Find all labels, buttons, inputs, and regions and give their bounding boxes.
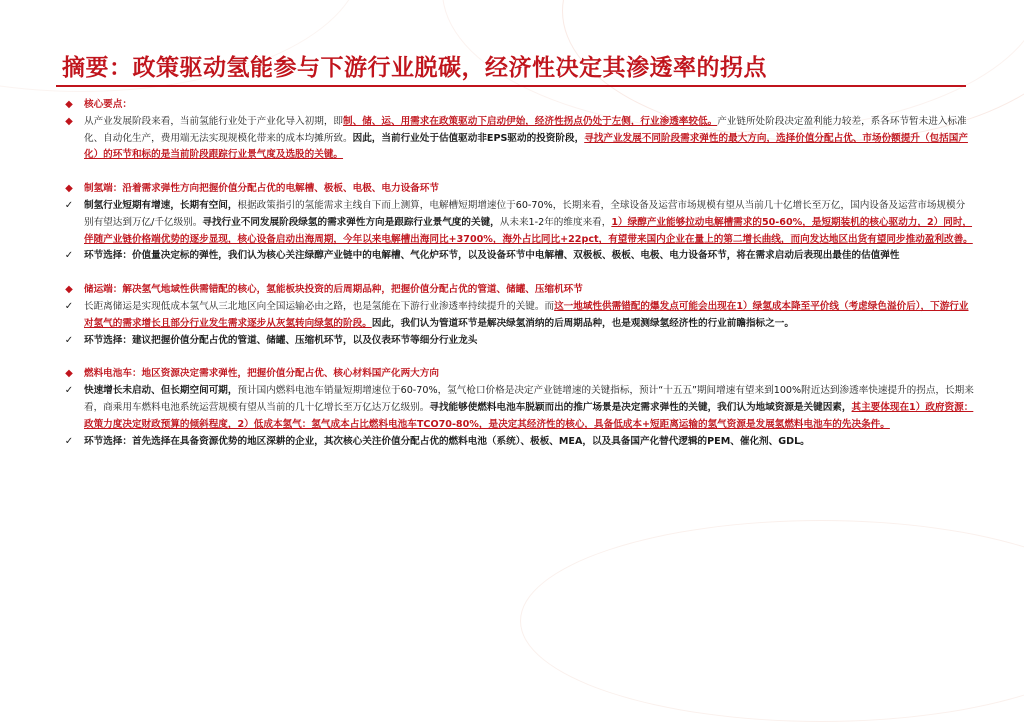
diamond-bullet-icon: ◆: [65, 284, 73, 296]
text-run: 长距离储运是实现低成本氢气从三北地区向全国运输必由之路，也是氢能在下游行业渗透率持续提升的关键。而: [84, 300, 555, 312]
highlight-text: 1）绿醇产业能够拉动电解槽需求的50-60%，是短期装机的核心驱动力，2）同时，伴随产业链价格端优势的逐步显现，核心设备启动出海周期，今年以来电解槽出海同比+3700%，海外占比同比+22pct，有望带来国内企业在量上的第二增长曲线，而向发达地区出货有望同步推动盈利改善。: [84, 216, 973, 245]
text-run: 预计国内燃料电池车销量短期增速位于60-70%，氢气枪口价格是决定产业链增速的关键指标，预计“十五五”期间增速有望来到100%附近达到渗透率快速提升的拐点，长期来看，商乘用车燃料电池系统运营规模有望从当前的几十亿增长至万亿达万亿级别。: [84, 385, 974, 413]
core-paragraph: [62, 114, 974, 164]
check-icon: ✓: [64, 435, 74, 447]
summary-content: [62, 97, 974, 450]
highlight-text: 寻找产业发展不同阶段需求弹性的最大方向，选择价值分配占优、市场份额提升（包括国产化）的环节和标的是当前阶段跟踪行业景气度及选股的关键。: [84, 132, 968, 161]
section-production-heading: [62, 181, 974, 198]
highlight-text: 制、储、运、用需求在政策驱动下启动伊始，经济性拐点仍处于左侧，行业渗透率较低。: [343, 115, 718, 127]
section-heading: 储运端：解决氢气地域性供需错配的核心，氢能板块投资的后周期品种，把握价值分配占优的管道、储罐、压缩机环节: [84, 284, 583, 296]
bold-text: 环节选择：建议把握价值分配占优的管道、储罐、压缩机环节，以及仪表环节等细分行业龙头: [84, 334, 478, 346]
highlight-text: 这一地域性供需错配的爆发点可能会出现在1）绿氢成本降至平价线（考虑绿色溢价后），下游行业对氢气的需求增长且部分行业发生需求逐步从灰氢转向绿氢的阶段。: [84, 300, 969, 329]
diamond-bullet-icon: ◆: [65, 368, 73, 380]
diamond-bullet-icon: ◆: [65, 99, 73, 110]
production-point: [62, 248, 974, 265]
check-icon: ✓: [64, 199, 74, 211]
check-icon: ✓: [64, 300, 74, 312]
bold-text: 环节选择：首先选择在具备资源优势的地区深耕的企业，其次核心关注价值分配占优的燃料电池（系统）、极板、MEA，以及具备国产化替代逻辑的PEM、催化剂、GDL。: [84, 435, 810, 447]
section-fuelcell-heading: [62, 366, 974, 383]
bold-text: 制氢行业短期有增速，长期有空间，: [84, 199, 238, 211]
bold-text: 因此，当前行业处于估值驱动非EPS驱动的投资阶段，: [352, 132, 585, 144]
check-icon: ✓: [64, 385, 74, 397]
section-storage-heading: [62, 282, 974, 299]
title-divider: [56, 85, 966, 87]
production-point: [62, 198, 974, 248]
bold-text: 因此，我们认为管道环节是解决绿氢消纳的后周期品种，也是观测绿氢经济性的行业前瞻指标之一。: [371, 317, 794, 329]
bold-text: 寻找行业不同发展阶段绿氢的需求弹性方向是跟踪行业景气度的关键，: [202, 216, 500, 228]
text-run: 从未来1-2年的维度来看，: [499, 216, 612, 228]
fuelcell-point: [62, 383, 974, 433]
bold-text: 环节选择：价值量决定标的弹性，我们认为核心关注绿醇产业链中的电解槽、气化炉环节，以及设备环节中电解槽、双极板、极板、电极、电力设备环节，将在需求启动后表现出最佳的估值弹性: [84, 250, 900, 262]
bold-text: 快速增长未启动、但长期空间可期，: [84, 385, 238, 397]
background-decor: [520, 520, 1024, 722]
diamond-bullet-icon: ◆: [65, 115, 73, 127]
section-heading: 制氢端：沿着需求弹性方向把握价值分配占优的电解槽、极板、电极、电力设备环节: [84, 183, 439, 195]
check-icon: ✓: [64, 334, 74, 346]
page-title: 摘要：政策驱动氢能参与下游行业脱碳，经济性决定其渗透率的拐点: [62, 55, 767, 81]
section-heading: 燃料电池车：地区资源决定需求弹性，把握价值分配占优、核心材料国产化两大方向: [84, 368, 439, 380]
diamond-bullet-icon: ◆: [65, 183, 73, 195]
storage-point: [62, 333, 974, 350]
fuelcell-point: [62, 434, 974, 451]
text-run: 产业链所处阶段决定盈利能力较差，系各环节暂未进入标准化、自动化生产，费用端无法实现规模化带来的成本均摊所致。: [84, 115, 967, 144]
check-icon: ✓: [64, 250, 74, 262]
section-core-heading: [62, 97, 974, 114]
text-run: 根据政策指引的氢能需求主线自下而上测算，电解槽短期增速位于60-70%，长期来看，全球设备及运营市场规模有望从当前几十亿增长至万亿，国内设备及运营市场规模分别有望达到万亿/千亿级别。: [84, 199, 966, 228]
section-heading: 核心要点：: [84, 99, 132, 110]
highlight-text: 其主要体现在1）政府资源：政策力度决定财政预算的倾斜程度，2）低成本氢气：氢气成本占比燃料电池车TCO70-80%，是决定其经济性的核心，具备低成本+短距离运输的氢气资源是发展氢燃料电池车的先决条件。: [84, 401, 974, 430]
storage-point: [62, 299, 974, 333]
text-run: 从产业发展阶段来看，当前氢能行业处于产业化导入初期，即: [84, 115, 344, 127]
bold-text: 寻找能够使燃料电池车脱颖而出的推广场景是决定需求弹性的关键，我们认为地域资源是关键因素，: [429, 401, 852, 413]
